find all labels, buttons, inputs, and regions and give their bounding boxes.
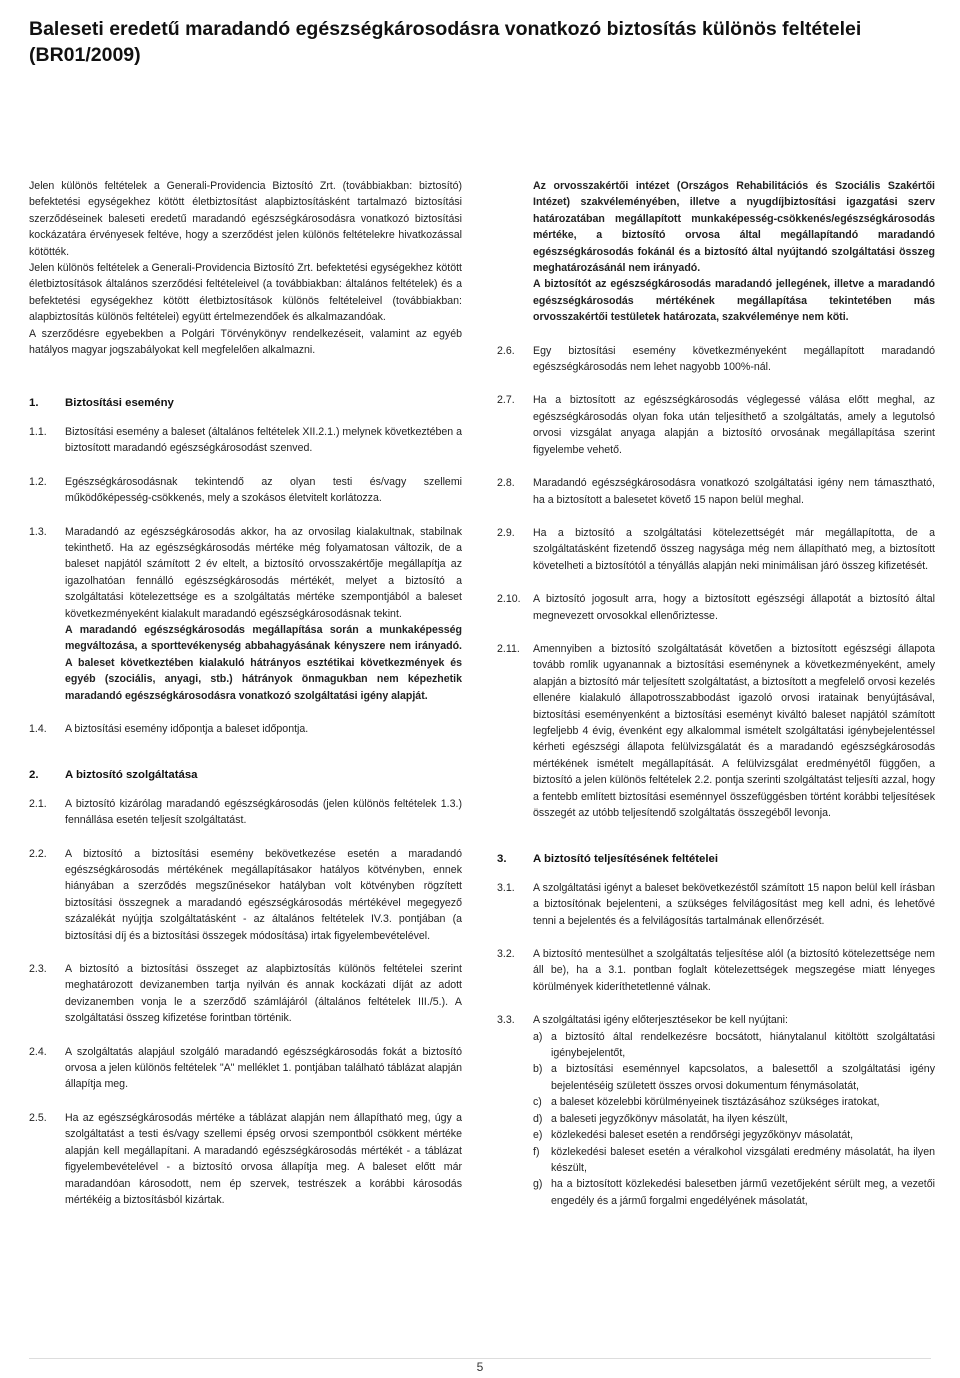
item-paragraph-bold: Az orvosszakértői intézet (Országos Rehabilitációs és Szociális Szakértői Intézet) szakvéleményében, illetve a nyugdíjbiztosítási igazgatási szerv határozatában megállapított munkaképesség-csökkenés/egészségkárosodás mértéke, a biztosító orvosa által megállapítandó maradandó egészségkárosodás fokánál és a biztosító által nyújtandó szolgáltatási összeg meghatározásánál nem irányadó. — [533, 180, 935, 275]
left-column — [29, 178, 462, 1208]
intro-paragraph: Jelen különös feltételek a Generali-Providencia Biztosító Zrt. befektetési egységekhez kötött életbiztosítások általános szerződési feltételeivel (a továbbiakban: általános feltételek) és a befektetési egységekhez kötött életbiztosítások különös feltételeivel (továbbiakban: alapbiztosítás különös feltételei) együtt értelmezendőek és alkalmazandóak. — [29, 262, 462, 324]
item-2-11: 2.11. Amennyiben a biztosító szolgáltatását követően a biztosított egészségi állapota tovább romlik ugyanannak a biztosítási eseménynek a következményeként, amely alapján a biztosító már teljesített szolgáltatást, a biztosított a megfelelő orvosi kezelés ellenére kialakuló állapotrosszabbodást igazoló orvosi iratainak benyújtásával, biztosítási eseményenként a biztosítási eseményt kiváltó baleset napjától számított legfeljebb 4 évig, évenként egy alkalommal ismételt szolgáltatási igénybejelentéssel kérheti egészségi állapota felülvizsgálatát és a maradandó egészségkárosodás mértékének ismételt megállapítását. A felülvizsgálat eredményétől függően, a biztosító a jelen különös feltételek 2.2. pontja szerinti szolgáltatást teljesíti azzal, hogy a fentebb említett biztosítási eseménnyel összefüggésben történt korábbi teljesítések összegét az utóbb teljesítendő szolgáltatás összegéből levonja. — [497, 642, 935, 819]
item-3-3: 3.3. A szolgáltatási igény előterjesztésekor be kell nyújtani: a) a biztosító által rendelkezésre bocsátott, hiánytalanul kitöltött szolgáltatási igénybejelentőt, b) a biztosítási eseménnyel kapcsolatos, a balesettől a szolgáltatási igény bejelentéséig született összes orvosi dokumentum fénymásolatát, c) a baleset közelebbi körülményeinek tisztázásához szükséges iratokat, d) a baleseti jegyzőkönyv másolatát, ha ilyen készült, e) közlekedési baleset esetén a rendőrségi jegyzőkönyv másolatát, f) közlekedési baleset esetén a véralkohol vizsgálati eredmény másolatát, ha ilyen készült, g) ha a biztosított közlekedési balesetben jármű vezetőjeként sérült meg, a vezetői engedély és a jármű forgalmi engedélyének másolatát, — [497, 1012, 935, 1209]
section-title: A biztosító szolgáltatása — [65, 769, 198, 782]
intro-paragraph: A szerződésre egyebekben a Polgári Törvénykönyv rendelkezéseit, valamint az egyéb hatályos magyar jogszabályokat kell megfelelően alkalmazni. — [29, 327, 462, 357]
item-paragraph: Maradandó az egészségkárosodás akkor, ha az orvosilag kialakultnak, stabilnak tekinthető. Ha az egészségkárosodás mértéke még folyamatosan változik, de a baleset napjától számított 2 év eltelt, a biztosító orvosszakértője megállapítja az igazolhatóan fennálló egészségkárosodás mértékét, melyet a biztosító a szolgáltatási kötelezettsége es a szolgáltatás mértéke szempontjából a baleset következményeként kialakult maradandó egészségkárosodásnak tekint. — [65, 525, 462, 620]
item-paragraph-bold: A biztosítót az egészségkárosodás maradandó jellegének, illetve a maradandó egészségkárosodás mértékének megállapítása tekintetében más orvosszakértői testületek határozata, szakvéleménye nem köti. — [533, 278, 935, 324]
item-2-1: 2.1. A biztosító kizárólag maradandó egészségkárosodás (jelen különös feltételek 1.3.) fennállása esetén teljesít szolgáltatást. — [29, 797, 462, 827]
section-title: A biztosító teljesítésének feltételei — [533, 853, 719, 866]
section-heading-3: 3. A biztosító teljesítésének feltételei — [497, 851, 935, 867]
item-1-3: 1.3. Maradandó az egészségkárosodás akkor, ha az orvosilag kialakultnak, stabilnak tekinthető. Ha az egészségkárosodás mértéke még folyamatosan változik, de a baleset napjától számított 2 év eltelt, a biztosító orvosszakértője megállapítja az igazolhatóan fennálló egészségkárosodás mértékét, melyet a biztosító a szolgáltatási kötelezettsége es a szolgáltatás mértéke szempontjából a baleset következményeként kialakult maradandó egészségkárosodásnak tekint. A maradandó egészségkárosodás megállapítása során a munkaképesség megváltozása, a sporttevékenység abbahagyásának kényszere nem irányadó. A baleset következtében kialakuló hátrányos esztétikai következmények és egyéb (szociális, anyagi, stb.) hátrányok önmagukban nem képezhetik maradandó egészségkárosodásra vonatkozó szolgáltatási igény alapját. — [29, 524, 462, 704]
section-title: Biztosítási esemény — [65, 397, 174, 410]
section-heading-2: 2. A biztosító szolgáltatása — [29, 767, 462, 783]
item-1-4: 1.4. A biztosítási esemény időpontja a baleset időpontja. — [29, 722, 309, 735]
list-item: c) a baleset közelebbi körülményeinek tisztázásához szükséges iratokat, — [533, 1096, 880, 1109]
intro — [29, 178, 462, 358]
item-paragraph-bold: A maradandó egészségkárosodás megállapítása során a munkaképesség megváltozása, a sporttevékenység abbahagyásának kényszere nem irányadó. A baleset következtében kialakuló hátrányos esztétikai következmények és egyéb (szociális, anyagi, stb.) hátrányok önmagukban nem képezhetik maradandó egészségkárosodásra vonatkozó szolgáltatási igény alapját. — [65, 623, 462, 702]
item-1-2: 1.2. Egészségkárosodásnak tekintendő az olyan testi és/vagy szellemi működőképesség-csökkenés, mely a szokásos életvitelt korlátozza. — [29, 475, 462, 505]
item-paragraph: A szolgáltatási igény előterjesztésekor be kell nyújtani: — [533, 1014, 788, 1027]
list-item: b) a biztosítási eseménnyel kapcsolatos, a balesettől a szolgáltatási igény bejelentéséig született összes orvosi dokumentum fénymásolatát, — [533, 1063, 935, 1092]
item-2-2: 2.2. A biztosító a biztosítási esemény bekövetkezése esetén a maradandó egészségkárosodás mértékének megállapításakor hatályos kötvényben, ennek hiányában a szerződés megszűnésekor hatályban volt kötvényben rögzített biztosítási összegnek a maradandó egészségkárosodás mértékével megegyező százalékát nyújtja szolgáltatásként - az általános feltételek IV.3. pontjában (a biztosítási díj és a biztosítási összegek módosítása) irtak figyelembevételével. — [29, 847, 462, 942]
list-item: d) a baleseti jegyzőkönyv másolatát, ha ilyen készült, — [533, 1112, 788, 1125]
item-2-7: 2.7. Ha a biztosított az egészségkárosodás véglegessé válása előtt meghal, az egészségkárosodás olyan foka után teljesíthető a szolgáltatás, amely a legutolsó orvosi vizsgálat anyaga alapján a biztosító orvosának megállapítása szerint figyelembe vehető. — [497, 394, 935, 456]
item-2-9: 2.9. Ha a biztosító a szolgáltatási kötelezettségét már megállapította, de a szolgáltatásként fizetendő összeg nagysága még nem állapítható meg, a biztosított követelheti a biztosítótól a tényállás alapján neki minimálisan járó összeg kifizetését. — [497, 526, 935, 572]
item-2-10: 2.10. A biztosító jogosult arra, hogy a biztosított egészségi állapotát a biztosító által megnevezett orvosokkal ellenőriztesse. — [497, 593, 935, 622]
item-2-5-continued — [497, 178, 935, 326]
footer-divider — [29, 1358, 931, 1359]
item-2-5: 2.5. Ha az egészségkárosodás mértéke a táblázat alapján nem állapítható meg, úgy a szolgáltatást a testi és/vagy szellemi épség orvosi szempontból csökkent mértéke alapján kell megállapítani. A maradandó egészségkárosodás mértékét - a táblázat figyelembevételével - a biztosító orvosa állapítja meg. A baleset előtt már maradandóan károsodott, nem ép szervek, testrészek a korábbi károsodás mértékéig a biztosításból kizártak. — [29, 1111, 462, 1206]
item-2-3: 2.3. A biztosító a biztosítási összeget az alapbiztosítás különös feltételei szerint meghatározott devizanemben tartja nyilván és annak kockázati díját az adott devizanemben vonja le a szerződő számlájáról (általános feltételek III./5.). A szolgáltatási összeg kifizetése forintban történik. — [29, 963, 462, 1025]
item-3-1: 3.1. A szolgáltatási igényt a baleset bekövetkezéstől számított 15 napon belül kell írásban a biztosítónak bejelenteni, a szükséges felvilágosítást meg kell adni, és lehetővé tenni a bejelentés és a felvilágosítás tartalmának ellenőrzését. — [497, 881, 935, 927]
page-number: 5 — [476, 1360, 484, 1374]
list-item: e) közlekedési baleset esetén a rendőrségi jegyzőkönyv másolatát, — [533, 1129, 854, 1142]
list-item: g) ha a biztosított közlekedési balesetben jármű vezetőjeként sérült meg, a vezetői engedély és a jármű forgalmi engedélyének másolatát, — [533, 1178, 935, 1207]
section-heading-1: 1. Biztosítási esemény — [29, 395, 462, 411]
item-2-6: 2.6. Egy biztosítási esemény következményeként megállapított maradandó egészségkárosodás nem lehet nagyobb 100%-nál. — [497, 344, 935, 374]
right-column — [497, 178, 935, 1209]
item-2-4: 2.4. A szolgáltatás alapjául szolgáló maradandó egészségkárosodás fokát a biztosító orvosa a jelen különös feltételek "A" melléklet 1. pontjában található táblázat alapján állapítja meg. — [29, 1045, 462, 1091]
item-3-2: 3.2. A biztosító mentesülhet a szolgáltatás teljesítése alól (a biztosító kötelezettsége nem áll be), ha a 3.1. pontban foglalt kötelezettségek megszegése miatt lényeges körülmények kideríthetetlenné válnak. — [497, 948, 935, 993]
item-1-1: 1.1. Biztosítási esemény a baleset (általános feltételek XII.2.1.) melynek következtében a biztosított maradandó egészségkárosodást szenved. — [29, 425, 462, 455]
list-item: f) közlekedési baleset esetén a véralkohol vizsgálati eredmény másolatát, ha ilyen készült, — [533, 1145, 935, 1174]
item-2-8: 2.8. Maradandó egészségkárosodásra vonatkozó szolgáltatási igény nem támasztható, ha a biztosított a balesetet követő 15 napon belül meghal. — [497, 477, 935, 506]
intro-paragraph: Jelen különös feltételek a Generali-Providencia Biztosító Zrt. (továbbiakban: biztosító) befektetési egységekhez kötött életbiztosítást alapbiztosításként tartalmazó biztosítási szerződéseinek baleseti eredetű maradandó egészségkárosodásra vonatkozó biztosítási kockázatára érvényesek feltéve, hogy a szerződést jelen különös feltételekre hivatkozással kötötték. — [29, 180, 462, 258]
document-title: Baleseti eredetű maradandó egészségkárosodásra vonatkozó biztosítás különös feltételei (BR01/2009) — [29, 18, 862, 66]
list-item: a) a biztosító által rendelkezésre bocsátott, hiánytalanul kitöltött szolgáltatási igénybejelentőt, — [533, 1030, 935, 1060]
